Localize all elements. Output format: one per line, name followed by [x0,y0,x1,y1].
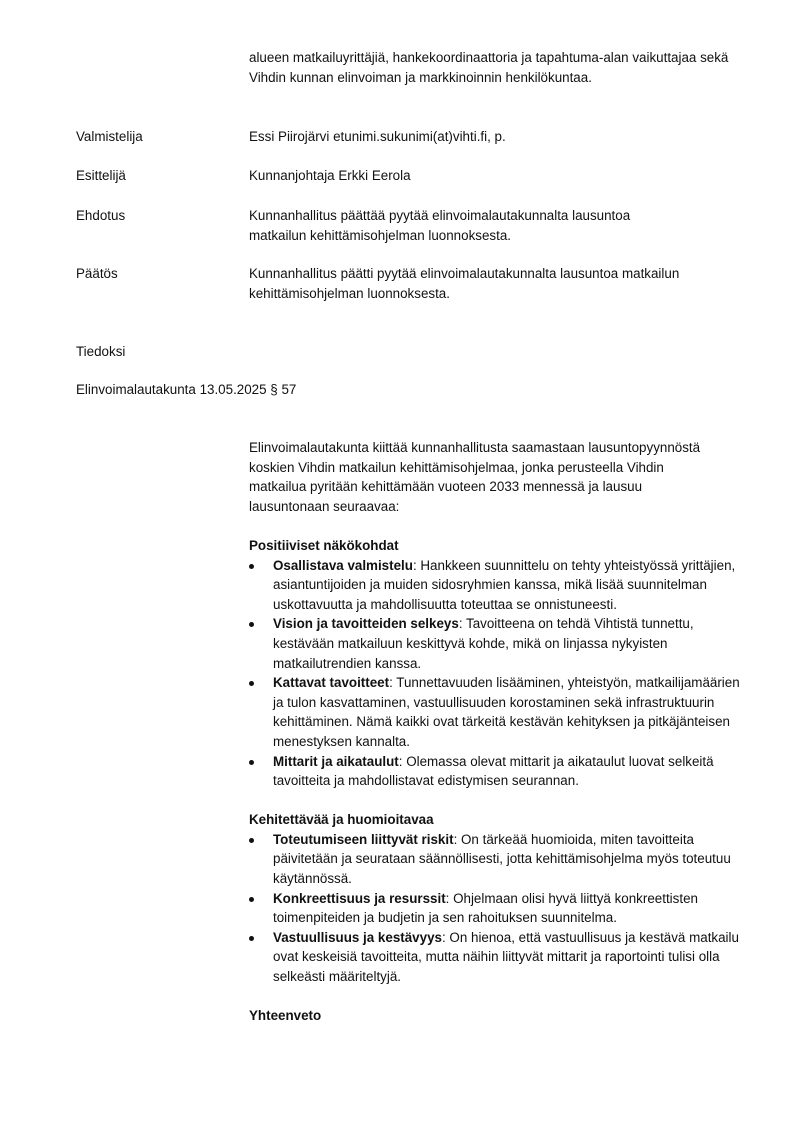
develop-list [249,830,749,987]
list-item [249,614,749,673]
summary-heading: Yhteenveto [249,1008,322,1024]
tiedoksi-label: Tiedoksi [76,344,126,359]
field-label: Esittelijä [76,168,126,183]
bullet-icon [249,622,254,627]
list-item [249,928,749,987]
item-text: : On tärkeää huomioida, miten tavoitteita päivitetään ja seurataan säännöllisesti, jotta kehittämisohjelma myös toteutuu käytännössä. [273,831,731,887]
item-text: : Tavoitteena on tehdä Vihtistä tunnettu, kestävään matkailuun keskittyvä kohde, mikä on linjassa nykyisten matkailutrendien kanssa. [273,616,694,671]
list-item [249,889,749,928]
item-text: : On hienoa, että vastuullisuus ja kestävä matkailu ovat keskeisiä tavoitteita, mutta näihin liittyvät mittarit ja raportointi tulisi olla selkeästi määriteltyjä. [273,929,739,985]
field-value: Essi Piirojärvi etunimi.sukunimi(at)vihti.fi, p. [249,129,506,144]
item-term: Toteutumiseen liittyvät riskit [273,831,454,847]
item-term: Konkreettisuus ja resurssit [273,890,446,906]
field-label: Ehdotus [76,208,126,223]
bullet-icon [249,681,254,686]
item-term: Kattavat tavoitteet [273,675,390,691]
bullet-icon [249,564,254,569]
item-text: : Hankkeen suunnittelu on tehty yhteistyössä yrittäjien, asiantuntijoiden ja muiden sidosryhmien kanssa, mikä lisää suunnitelman uskottavuutta ja mahdollisuutta toteuttaa se onnistuneesti. [273,557,736,612]
statement-opening: Elinvoimalautakunta kiittää kunnanhallitusta saamastaan lausuntopyynnöstä koskien Vihdin matkailun kehittämisohjelmaa, jonka perusteella Vihdin matkailua pyritään kehittämään vuoteen 2033 mennessä ja lausuu lausuntonaan seuraavaa: [249,440,701,514]
item-term: Vision ja tavoitteiden selkeys [273,616,459,632]
list-item [249,673,749,751]
field-value: Kunnanhallitus päätti pyytää elinvoimalautakunnalta lausuntoa matkailun kehittämisohjelman luonnoksesta. [249,266,680,301]
field-label: Valmistelija [76,129,143,144]
item-term: Vastuullisuus ja kestävyys [273,929,442,945]
intro-continuation: alueen matkailuyrittäjiä, hankekoordinaattoria ja tapahtuma-alan vaikuttajaa sekä Vihdin kunnan elinvoiman ja markkinoinnin henkilökuntaa. [249,50,729,85]
list-item [249,556,749,615]
positive-heading: Positiiviset näkökohdat [249,537,399,553]
item-term: Mittarit ja aikataulut [273,753,399,769]
item-text: : Tunnettavuuden lisääminen, yhteistyön, matkailijamäärien ja tulon kasvattaminen, vastuullisuuden korostaminen sekä infrastruktuurin kehittäminen. Nämä kaikki ovat tärkeitä kestävän kehityksen ja pitkäjänteisen menestyksen kannalta. [273,675,740,749]
field-value: Kunnanhallitus päättää pyytää elinvoimalautakunnalta lausuntoa matkailun kehittämisohjelman luonnoksesta. [249,208,631,243]
bullet-icon [249,760,254,765]
field-label: Päätös [76,266,118,281]
develop-heading: Kehitettävää ja huomioitavaa [249,812,434,828]
bullet-icon [249,936,254,941]
statement-body [249,438,749,1026]
field-value: Kunnanjohtaja Erkki Eerola [249,168,411,183]
board-meeting-reference: Elinvoimalautakunta 13.05.2025 § 57 [76,382,297,397]
bullet-icon [249,897,254,902]
list-item [249,752,749,791]
list-item [249,830,749,889]
item-term: Osallistava valmistelu [273,557,413,573]
bullet-icon [249,838,254,843]
positive-list [249,556,749,791]
item-text: : Olemassa olevat mittarit ja aikataulut luovat selkeitä tavoitteita ja mahdollistavat edistymisen seurannan. [273,753,714,789]
item-text: : Ohjelmaan olisi hyvä liittyä konkreettisten toimenpiteiden ja budjetin ja sen rahoituksen suunnitelma. [273,890,698,926]
